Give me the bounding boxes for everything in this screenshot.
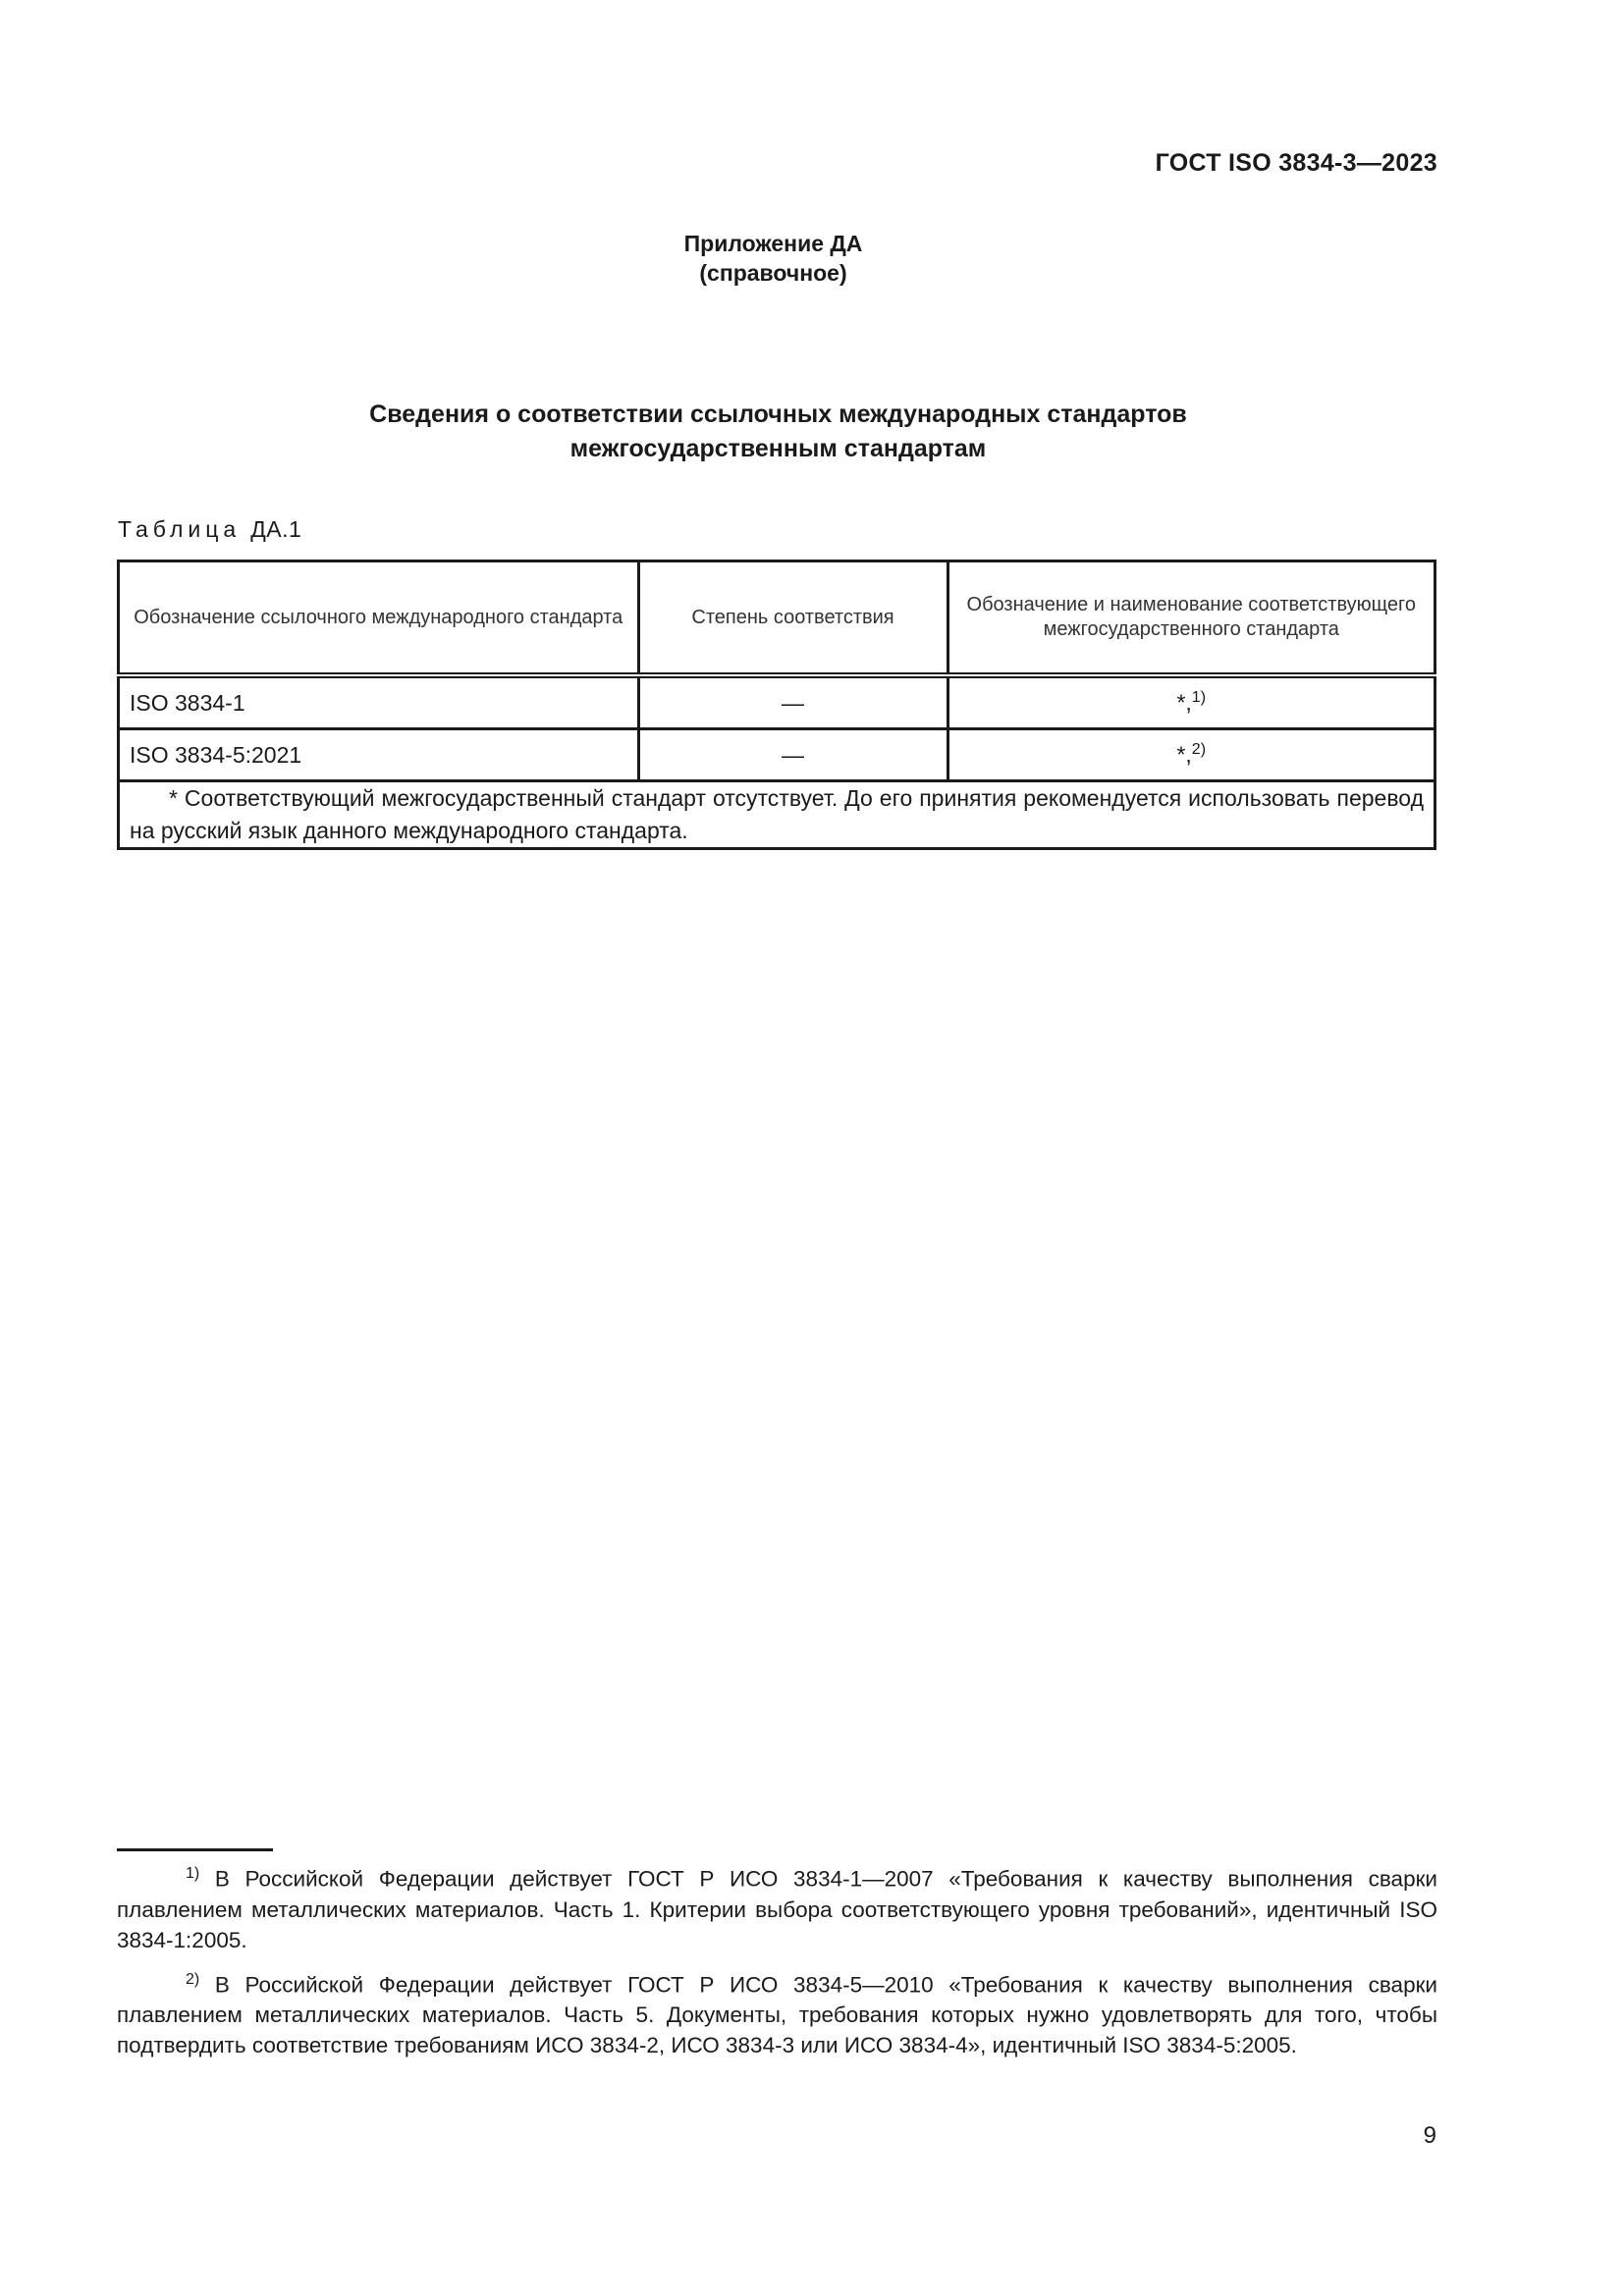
row-footnote-ref: 2) — [1191, 741, 1207, 759]
row-reference — [947, 729, 1435, 781]
row-standard-code: ISO 3834-5:2021 — [119, 729, 639, 781]
section-title — [0, 398, 1556, 466]
footnotes — [117, 1858, 1437, 2069]
document-code: ГОСТ ISO 3834-3—2023 — [1155, 149, 1437, 177]
header-degree: Степень соответствия — [638, 561, 947, 676]
footnote-mark: 2) — [186, 1970, 200, 1988]
footnote-text: В Российской Федерации действует ГОСТ Р ИСО 3834-1—2007 «Требования к качеству выполнения сварки плавлением металлических материалов. Часть 1. Критерии выбора соответствующего уровня требований», идентичный ISO 3834-1:2005. — [117, 1866, 1437, 1952]
footnote-mark: 1) — [186, 1865, 200, 1882]
annex-title: Приложение ДА — [683, 231, 863, 256]
row-reference — [947, 675, 1435, 729]
table-caption — [118, 516, 301, 543]
row-reference-mark: *, — [1176, 689, 1192, 716]
table-caption-number: ДА.1 — [250, 516, 302, 542]
table-row — [119, 729, 1435, 781]
table-row — [119, 675, 1435, 729]
section-title-line-2: межгосударственным стандартам — [569, 435, 987, 462]
table-note-row — [119, 781, 1435, 849]
table-note-text: * Соответствующий межгосударственный стандарт отсутствует. До его принятия рекомендуется использовать перевод на русский язык данного международного стандарта. — [130, 785, 1424, 843]
row-degree: — — [638, 675, 947, 729]
annex-status: (справочное) — [699, 260, 847, 286]
annex-heading — [0, 229, 1546, 288]
footnote-2 — [117, 1964, 1437, 2061]
table-caption-label: Таблица — [118, 516, 242, 542]
table-header-row — [119, 561, 1435, 676]
table-note — [119, 781, 1435, 849]
footnote-1 — [117, 1858, 1437, 1955]
row-degree: — — [638, 729, 947, 781]
row-standard-code: ISO 3834-1 — [119, 675, 639, 729]
row-footnote-ref: 1) — [1191, 689, 1207, 707]
section-title-line-1: Сведения о соответствии ссылочных международных стандартов — [369, 400, 1187, 428]
correspondence-table — [117, 560, 1436, 850]
page-number: 9 — [1423, 2122, 1436, 2149]
row-reference-mark: *, — [1176, 741, 1192, 768]
footnote-separator — [117, 1848, 273, 1851]
header-intl-standard: Обозначение ссылочного международного стандарта — [119, 561, 639, 676]
header-interstate-standard: Обозначение и наименование соответствующего межгосударственного стандарта — [947, 561, 1435, 676]
footnote-text: В Российской Федерации действует ГОСТ Р ИСО 3834-5—2010 «Требования к качеству выполнения сварки плавлением металлических материалов. Часть 5. Документы, требования которых нужно удовлетворять для того, чтобы подтвердить соответствие требованиям ИСО 3834-2, ИСО 3834-3 или ИСО 3834-4», идентичный ISO 3834-5:2005. — [117, 1972, 1437, 2057]
